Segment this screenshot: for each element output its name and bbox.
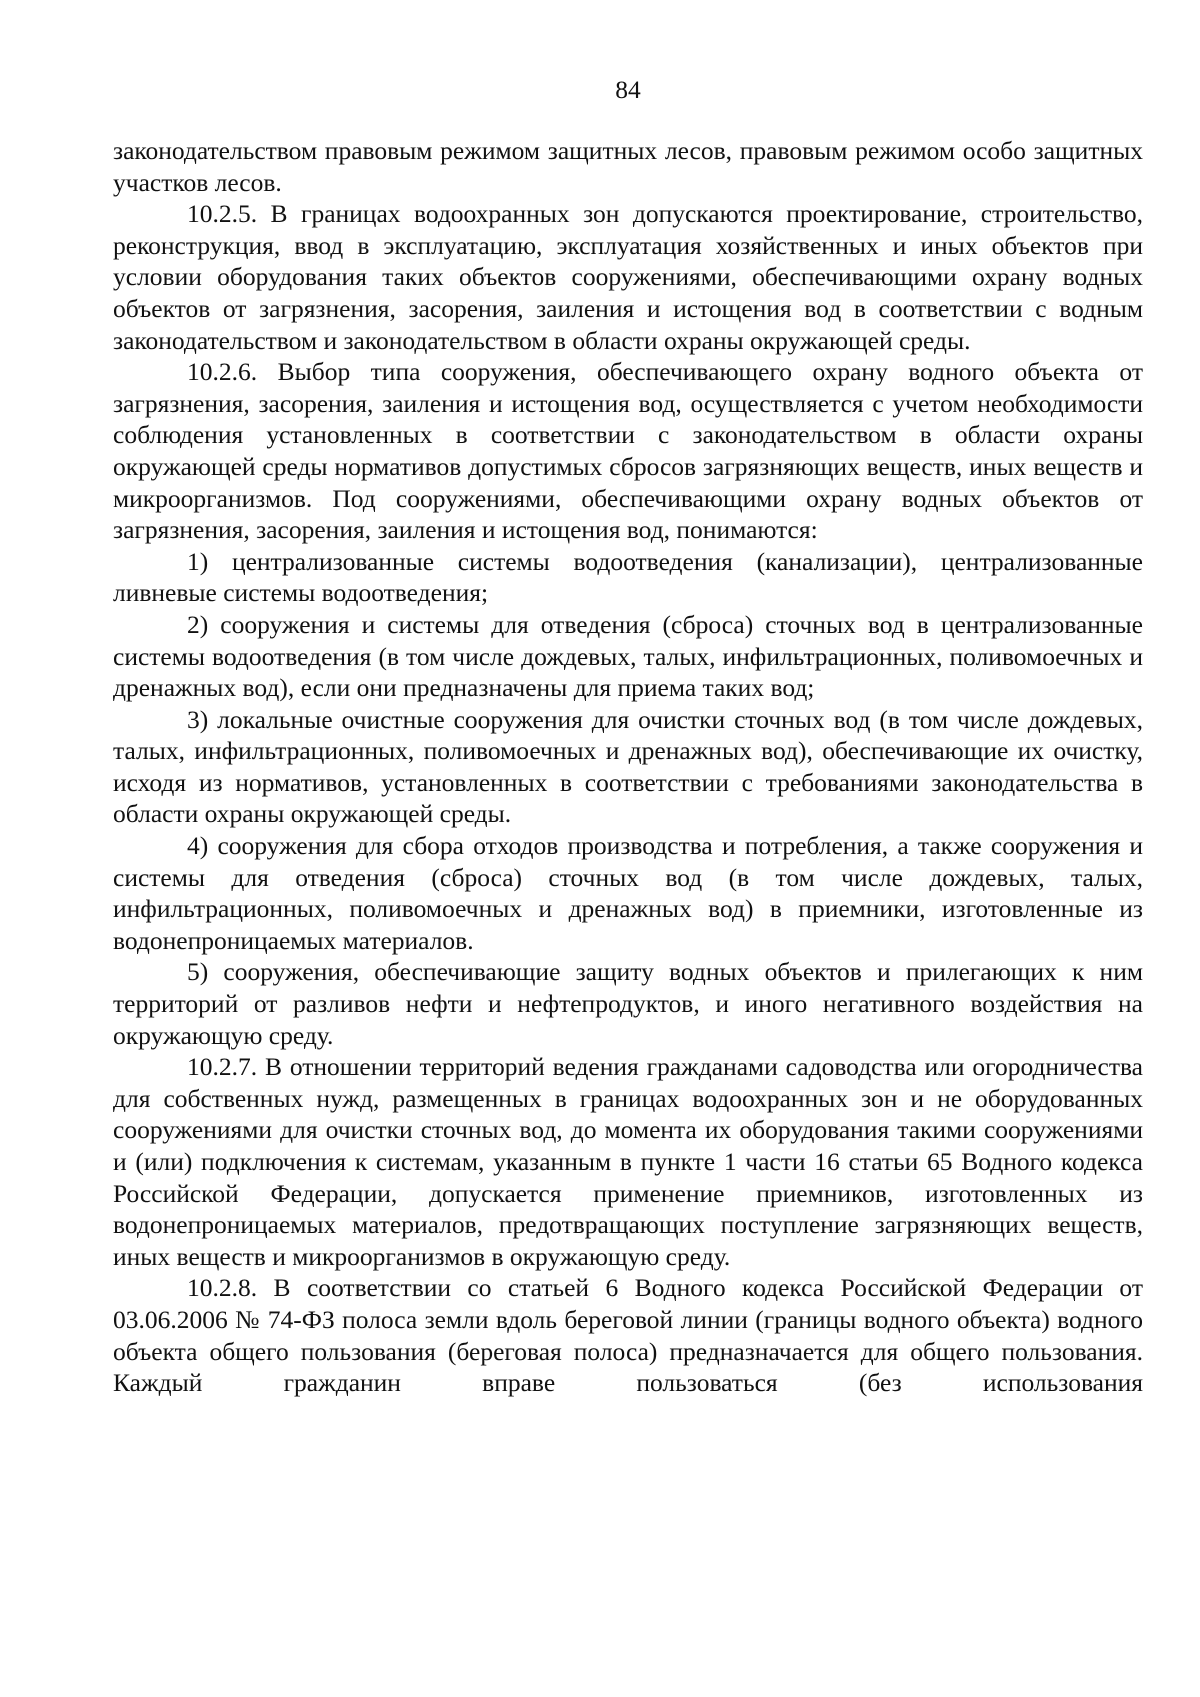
paragraph: законодательством правовым режимом защитных лесов, правовым режимом особо защитных участков лесов. [113, 136, 1143, 197]
page-number: 84 [615, 75, 641, 104]
paragraph: 3) локальные очистные сооружения для очистки сточных вод (в том числе дождевых, талых, инфильтрационных, поливомоечных и дренажных вод), обеспечивающие их очистку, исходя из нормативов, установленных в соответствии с требованиями законодательства в области охраны окружающей среды. [113, 704, 1143, 829]
document-body [113, 135, 1143, 1399]
paragraph: 10.2.5. В границах водоохранных зон допускаются проектирование, строительство, реконструкция, ввод в эксплуатацию, эксплуатация хозяйственных и иных объектов при условии оборудования таких объектов сооружениями, обеспечивающими охрану водных объектов от загрязнения, засорения, заиления и истощения вод в соответствии с водным законодательством и законодательством в области охраны окружающей среды. [113, 199, 1143, 355]
paragraph: 5) сооружения, обеспечивающие защиту водных объектов и прилегающих к ним территорий от разливов нефти и нефтепродуктов, и иного негативного воздействия на окружающую среду. [113, 957, 1143, 1050]
paragraph: 2) сооружения и системы для отведения (сброса) сточных вод в централизованные системы водоотведения (в том числе дождевых, талых, инфильтрационных, поливомоечных и дренажных вод), если они предназначены для приема таких вод; [113, 609, 1143, 703]
paragraph: 10.2.6. Выбор типа сооружения, обеспечивающего охрану водного объекта от загрязнения, засорения, заиления и истощения вод, осуществляется с учетом необходимости соблюдения установленных в соответствии с законодательством в области охраны окружающей среды нормативов допустимых сбросов загрязняющих веществ, иных веществ и микроорганизмов. Под сооружениями, обеспечивающими охрану водных объектов от загрязнения, засорения, заиления и истощения вод, понимаются: [113, 357, 1143, 545]
paragraph: 4) сооружения для сбора отходов производства и потребления, а также сооружения и системы для отведения (сброса) сточных вод (в том числе дождевых, талых, инфильтрационных, поливомоечных и дренажных вод) в приемники, изготовленные из водонепроницаемых материалов. [113, 831, 1143, 955]
paragraph: 10.2.8. В соответствии со статьей 6 Водного кодекса Российской Федерации от 03.06.2006 № 74-ФЗ полоса земли вдоль береговой линии (границы водного объекта) водного объекта общего пользования (береговая полоса) предназначается для общего пользования. Каждый гражданин вправе пользоваться (без использования [113, 1273, 1143, 1398]
paragraph: 1) централизованные системы водоотведения (канализации), централизованные ливневые системы водоотведения; [113, 546, 1143, 608]
paragraph: 10.2.7. В отношении территорий ведения гражданами садоводства или огородничества для собственных нужд, размещенных в границах водоохранных зон и не оборудованных сооружениями для очистки сточных вод, до момента их оборудования такими сооружениями и (или) подключения к системам, указанным в пункте 1 части 16 статьи 65 Водного кодекса Российской Федерации, допускается применение приемников, изготовленных из водонепроницаемых материалов, предотвращающих поступление загрязняющих веществ, иных веществ и микроорганизмов в окружающую среду. [113, 1052, 1143, 1271]
